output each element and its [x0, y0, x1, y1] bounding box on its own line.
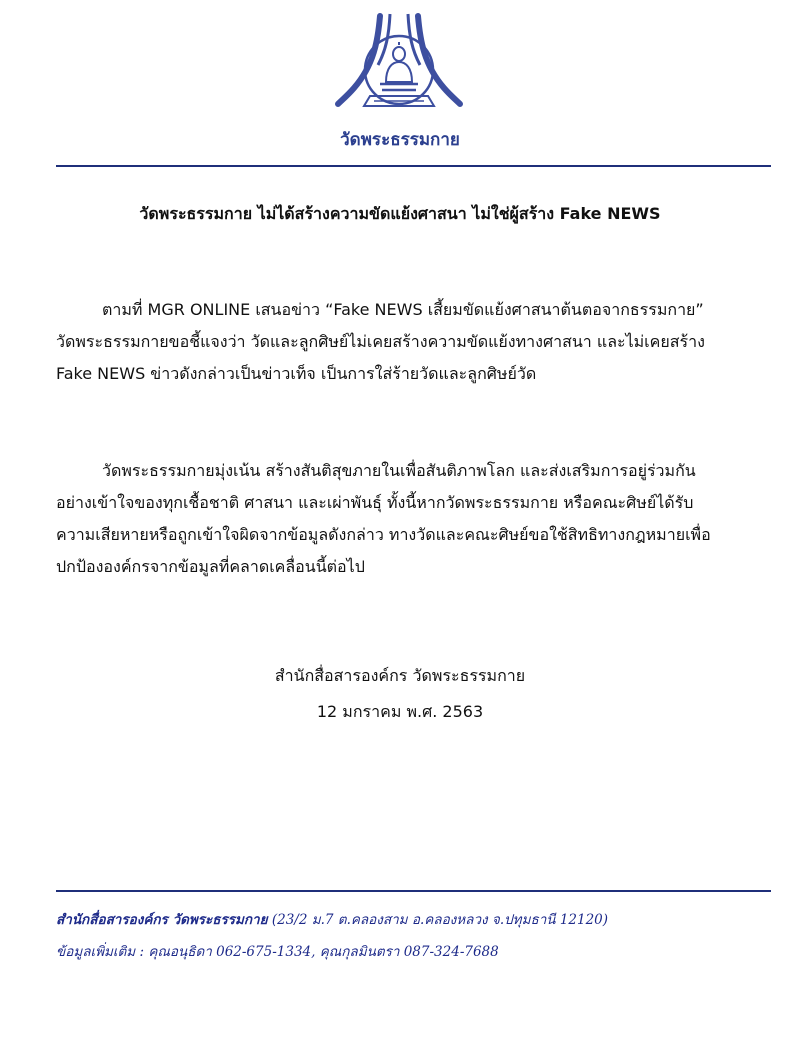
paragraph-line: Fake NEWS ข่าวดังกล่าวเป็นข่าวเท็จ เป็นการใส่ร้ายวัดและลูกศิษย์วัด	[56, 364, 537, 383]
paragraph-line: ปกป้ององค์กรจากข้อมูลที่คลาดเคลื่อนนี้ต่อไป	[56, 557, 365, 576]
paragraph-2	[56, 455, 762, 583]
footer-org: สำนักสื่อสารองค์กร วัดพระธรรมกาย	[56, 912, 268, 928]
footer-contact: ข้อมูลเพิ่มเติม : คุณอนุธิดา 062-675-1334, คุณกุลมินตรา 087-324-7688	[56, 944, 499, 960]
signature-org: สำนักสื่อสารองค์กร วัดพระธรรมกาย	[274, 666, 526, 685]
temple-logo-icon	[334, 10, 464, 122]
paragraph-line: ความเสียหายหรือถูกเข้าใจผิดจากข้อมูลดังกล่าว ทางวัดและคณะศิษย์ขอใช้สิทธิทางกฎหมายเพื่อ	[56, 525, 711, 544]
footer-address: (23/2 ม.7 ต.คลองสาม อ.คลองหลวง จ.ปทุมธานี 12120)	[271, 912, 609, 928]
footer-address-line	[56, 908, 776, 930]
paragraph-line: อย่างเข้าใจของทุกเชื้อชาติ ศาสนา และเผ่าพันธุ์ ทั้งนี้หากวัดพระธรรมกาย หรือคณะศิษย์ได้รับ	[56, 493, 694, 512]
signature-date: 12 มกราคม พ.ศ. 2563	[316, 702, 484, 721]
logo-text: วัดพระธรรมกาย	[340, 130, 460, 150]
header-divider	[56, 165, 771, 167]
paragraph-line: ตามที่ MGR ONLINE เสนอข่าว “Fake NEWS เสี้ยมขัดแย้งศาสนาต้นตอจากธรรมกาย”	[102, 300, 704, 319]
headline: วัดพระธรรมกาย ไม่ได้สร้างความขัดแย้งศาสนา ไม่ใช่ผู้สร้าง Fake NEWS	[139, 204, 661, 223]
paragraph-line: วัดพระธรรมกายขอชี้แจงว่า วัดและลูกศิษย์ไม่เคยสร้างความขัดแย้งทางศาสนา และไม่เคยสร้าง	[56, 332, 705, 351]
footer-divider	[56, 890, 771, 892]
paragraph-line: วัดพระธรรมกายมุ่งเน้น สร้างสันติสุขภายในเพื่อสันติภาพโลก และส่งเสริมการอยู่ร่วมกัน	[102, 461, 696, 480]
paragraph-1	[56, 294, 762, 390]
